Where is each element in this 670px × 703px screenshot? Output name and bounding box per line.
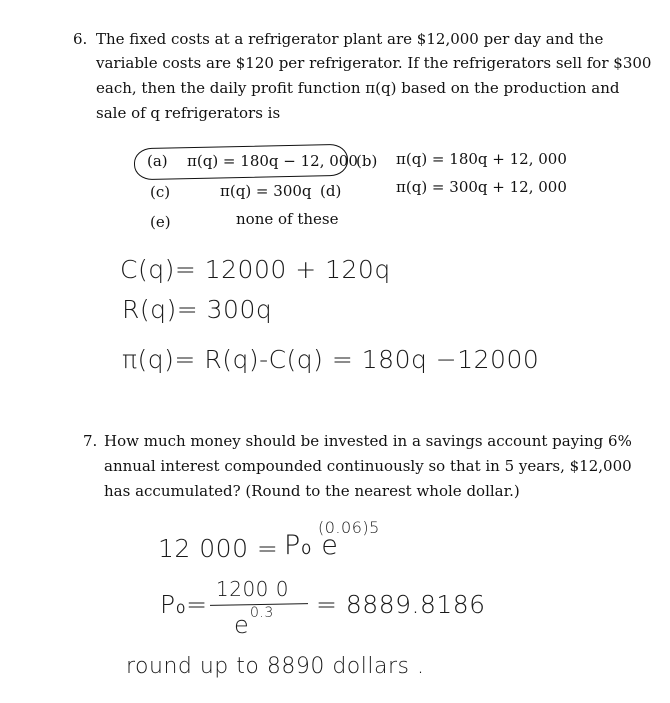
choice-e-label: (e) — [150, 213, 171, 231]
revenue-function-work: R(q)= 300q — [122, 295, 273, 324]
fraction-denominator-base: e — [234, 611, 250, 639]
choice-a-text: π(q) = 180q − 12, 000 — [187, 152, 358, 170]
problem-7-line-3: has accumulated? (Round to the nearest whole dollar.) — [104, 482, 520, 500]
principal-equation-exponent: (0.06)5 — [318, 518, 380, 537]
problem-6-line-2: variable costs are $120 per refrigerator. If the refrigerators sell for $300 — [96, 54, 652, 72]
choice-b-label: (b) — [356, 152, 378, 170]
problem-7-number: 7. — [83, 432, 98, 450]
problem-6-line-4: sale of q refrigerators is — [96, 104, 281, 122]
choice-b-text: π(q) = 180q + 12, 000 — [396, 150, 567, 168]
choice-a-label: (a) — [147, 152, 168, 170]
problem-6-number: 6. — [73, 30, 88, 48]
cost-function-work: C(q)= 12000 + 120q — [120, 255, 391, 284]
problem-6-line-3: each, then the daily profit function π(q) based on the production and — [96, 79, 620, 97]
problem-7-line-1: How much money should be invested in a savings account paying 6% — [104, 432, 632, 450]
choice-c-text: π(q) = 300q — [220, 182, 312, 200]
fraction-numerator: 1200 0 — [216, 577, 289, 601]
choice-d-text: π(q) = 300q + 12, 000 — [396, 178, 567, 196]
fraction-denominator-exponent: 0.3 — [250, 605, 274, 621]
choice-d-label: (d) — [320, 182, 342, 200]
choice-c-label: (c) — [150, 183, 171, 201]
choice-e-text: none of these — [236, 210, 339, 228]
profit-function-work: π(q)= R(q)-C(q) = 180q −12000 — [122, 345, 540, 374]
principal-equation-base: P₀ e — [284, 530, 339, 561]
p0-label: P₀= — [160, 590, 208, 619]
principal-equation-left: 12 000 = — [158, 534, 279, 563]
problem-7-line-2: annual interest compounded continuously so that in 5 years, $12,000 — [104, 457, 632, 475]
computed-result: = 8889.8186 — [316, 590, 486, 619]
rounding-conclusion: round up to 8890 dollars . — [126, 654, 425, 679]
problem-6-line-1: The fixed costs at a refrigerator plant are $12,000 per day and the — [96, 30, 604, 48]
